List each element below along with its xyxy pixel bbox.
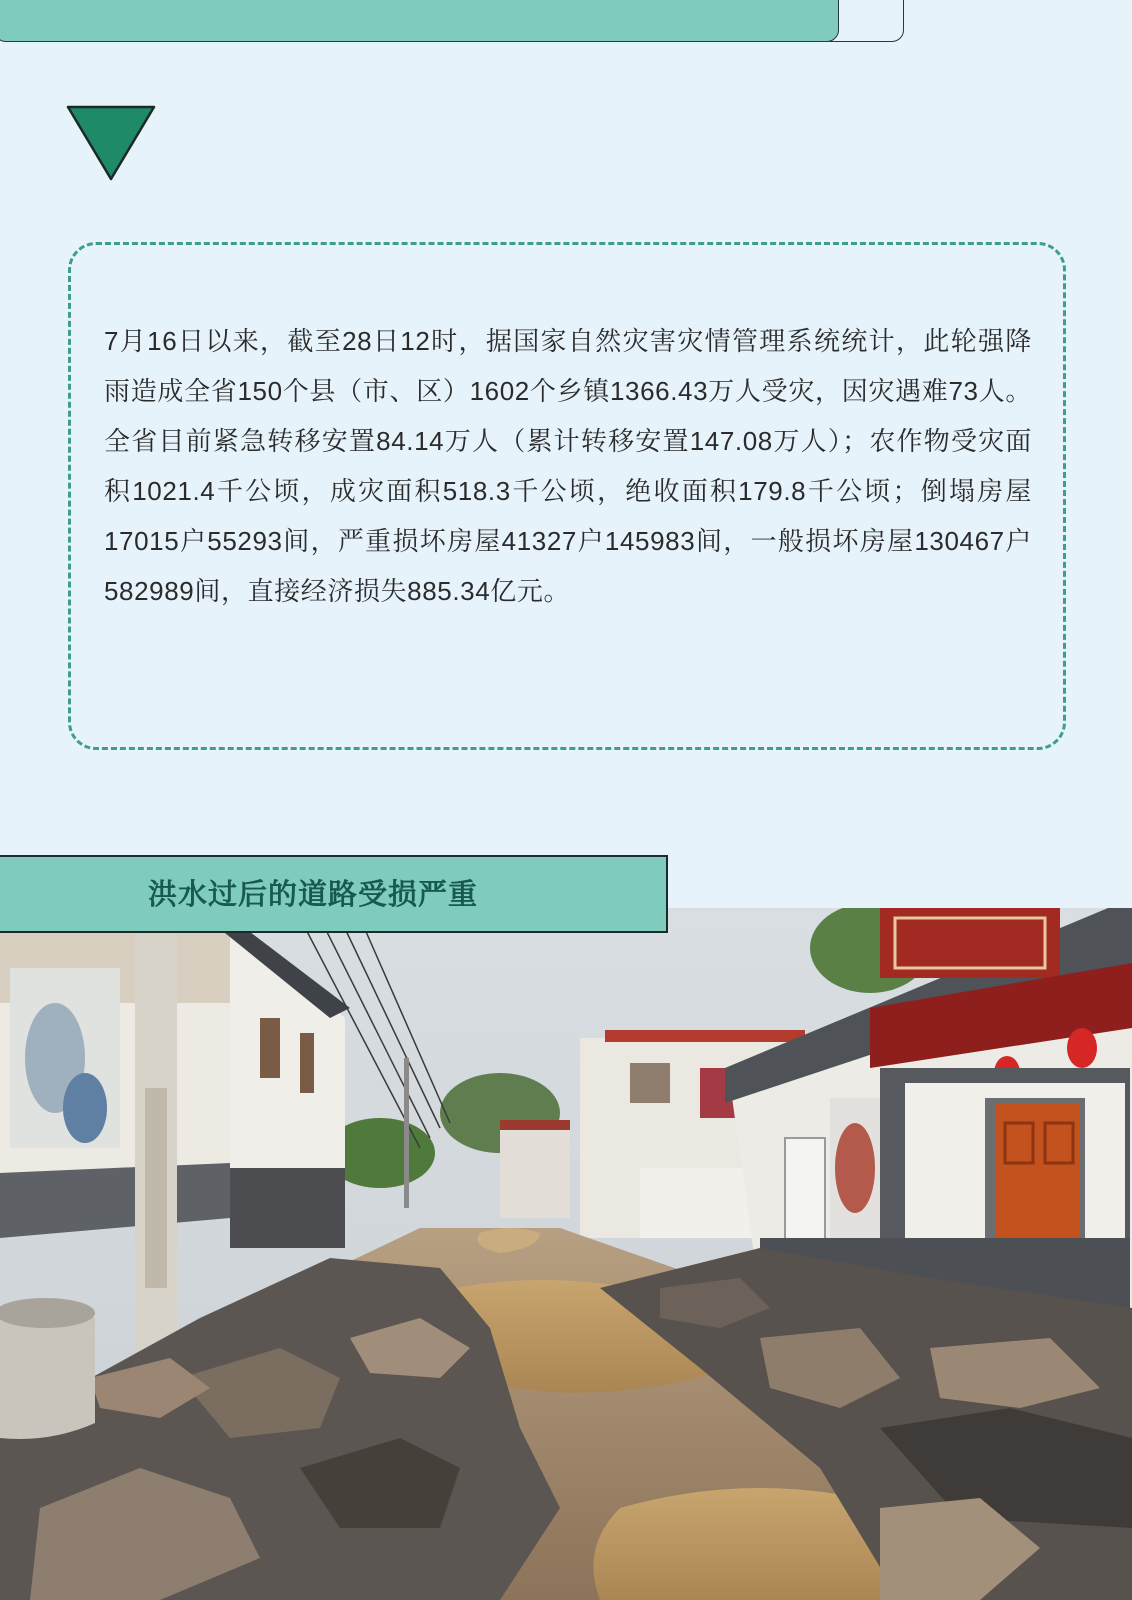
- flood-damaged-road-photo: [0, 908, 1132, 1600]
- disaster-statistics-paragraph: 7月16日以来，截至28日12时，据国家自然灾害灾情管理系统统计，此轮强降雨造成全省150个县（市、区）1602个乡镇1366.43万人受灾，因灾遇难73人。全省目前紧急转移安置84.14万人（累计转移安置147.08万人）；农作物受灾面积1021.4千公顷，成灾面积518.3千公顷，绝收面积179.8千公顷；倒塌房屋17015户55293间，严重损坏房屋41327户145983间，一般损坏房屋130467户582989间，直接经济损失885.34亿元。: [104, 326, 1032, 606]
- down-triangle-icon: [66, 105, 156, 181]
- photo-caption: 洪水过后的道路受损严重: [148, 879, 479, 911]
- photo-caption-tab: [0, 855, 668, 933]
- top-banner: [0, 0, 839, 42]
